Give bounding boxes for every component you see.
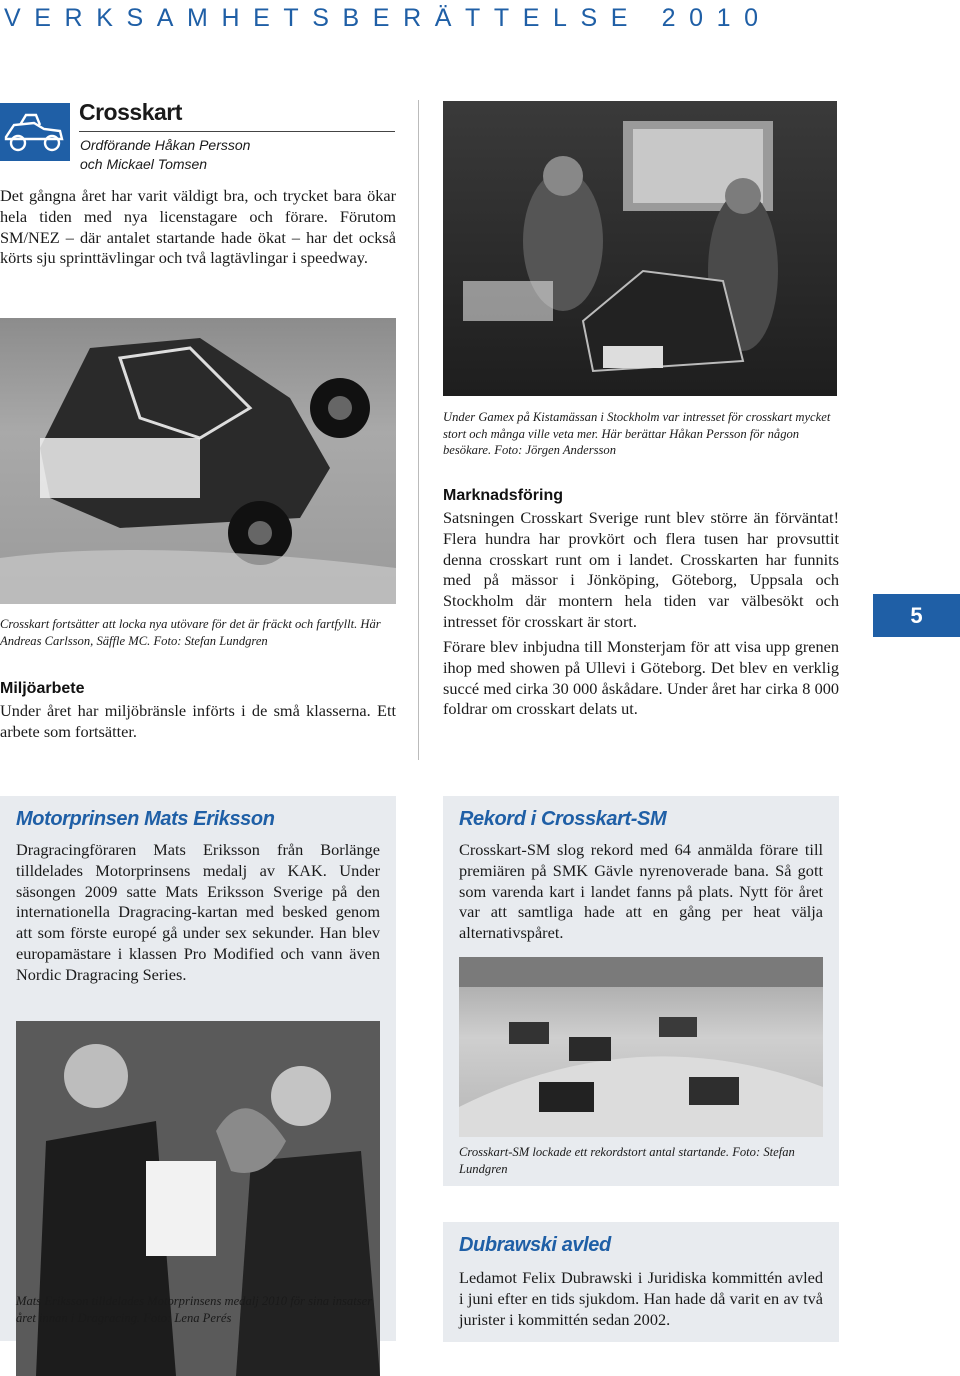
- page-number: 5: [910, 603, 923, 628]
- box-dubrawski-text: Ledamot Felix Dubrawski i Juridiska kommittén avled i juni efter en tids sjukdom. Han hade då varit en av två jurister i kommittén sedan 2002.: [459, 1268, 823, 1329]
- box-rekord-caption: Crosskart-SM lockade ett rekordstort antal startande. Foto: Stefan Lundgren: [459, 1145, 795, 1176]
- marketing-heading: Marknadsföring: [443, 487, 564, 504]
- title-rule: [79, 131, 395, 132]
- box-mats-heading: Motorprinsen Mats Eriksson: [16, 808, 275, 830]
- intro-paragraph: Det gångna året har varit väldigt bra, och trycket bara ökar hela tiden med nya licenstagare och förare. Förutom SM/NEZ – där antalet startande hade ökat – har det också körts sju sprinttävlingar och två lagtävlingar i speedway.: [0, 186, 396, 268]
- marketing-paragraph-2: Förare blev inbjudna till Monsterjam för att visa upp grenen ihop med showen på Ullevi i Göteborg. Det blev en verklig succé med cirka 30 000 åskådare. Under året har cirka 8 000 foldrar om crosskart delats ut.: [443, 637, 839, 719]
- photo-rekord-race: [459, 957, 823, 1137]
- photo-right-caption: Under Gamex på Kistamässan i Stockholm var intresset för crosskart mycket stort och många ville veta mer. Här berättar Håkan Persson för någon besökare. Foto: Jörgen Andersson: [443, 410, 831, 457]
- env-paragraph: Under året har miljöbränsle införts i de små klasserna. Ett arbete som fortsätter.: [0, 701, 396, 741]
- chair-line-2: och Mickael Tomsen: [80, 156, 208, 172]
- article-title: Crosskart: [79, 99, 182, 125]
- photo-left-caption: Crosskart fortsätter att locka nya utövare för det är fräckt och fartfyllt. Här Andreas Carlsson, Säffle MC. Foto: Stefan Lundgren: [0, 617, 381, 648]
- marketing-paragraph-1: Satsningen Crosskart Sverige runt blev större än förväntat! Flera hundra har provkört och flera tusen har provsuttit denna crosskart runt om i landet. Crosskarten har funnits med på mässor i Jönköping, Göteborg, Uppsala och Stockholm där montern hela tiden var välbesökt och intresset för crosskart är stort.: [443, 508, 839, 631]
- box-rekord-text: Crosskart-SM slog rekord med 64 anmälda förare till premiären på SMK Gävle nyrenoverade bana. Så gott som varenda kart i landet fanns på plats. Nytt för året var att samtliga hade att en gång per heat välja alternativspåret.: [459, 840, 823, 943]
- page-number-tab: [873, 594, 960, 637]
- box-mats-text: Dragracingföraren Mats Eriksson från Borlänge tilldelades Motorprinsens medalj av KAK. Under säsongen 2009 satte Mats Eriksson Sverige på den internationella Dragracing-kartan med besked genom att som förste europé gå under sex sekunder. Han blev europamästare i klassen Pro Modified och vann även Nordic Dragracing Series.: [16, 840, 380, 984]
- box-rekord: [443, 796, 839, 1186]
- env-heading: Miljöarbete: [0, 680, 85, 697]
- column-divider: [418, 100, 419, 760]
- page-header: VERKSAMHETSBERÄTTELSE 2010: [4, 4, 772, 32]
- box-rekord-heading: Rekord i Crosskart-SM: [459, 808, 667, 830]
- box-dubrawski-heading: Dubrawski avled: [459, 1234, 611, 1256]
- crosskart-icon: [0, 103, 70, 161]
- box-dubrawski: [443, 1222, 839, 1342]
- box-mats-caption: Mats Eriksson tilldelades Motorprinsens medalj 2010 för sina insatser året innan i Dragracing. Foto: Lena Perés: [16, 1294, 373, 1325]
- photo-gamex: [443, 101, 837, 396]
- photo-crosskart-race: [0, 318, 396, 604]
- chair-line-1: Ordförande Håkan Persson: [80, 137, 251, 153]
- box-mats-eriksson: [0, 796, 396, 1341]
